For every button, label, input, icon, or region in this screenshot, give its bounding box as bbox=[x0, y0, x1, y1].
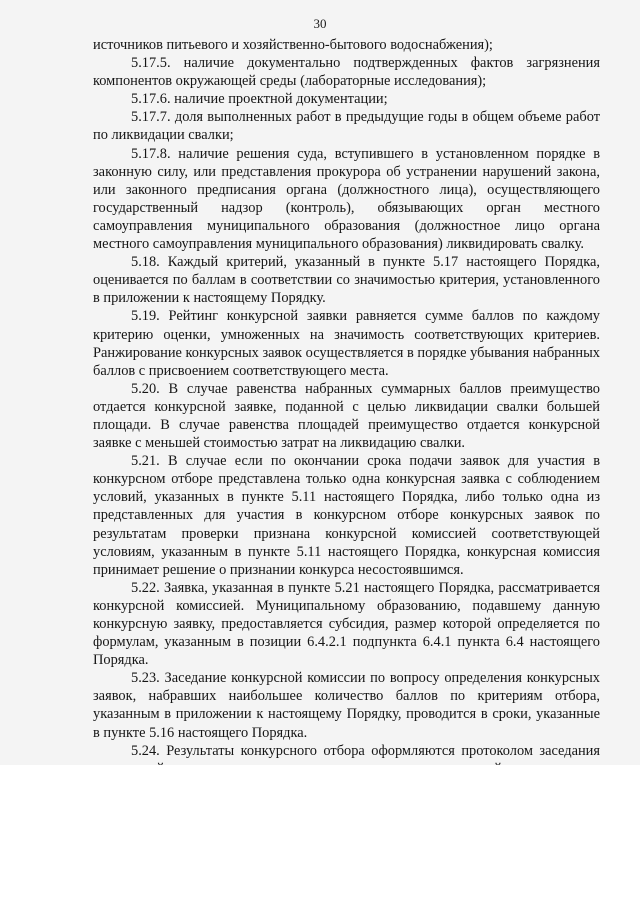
paragraph-5-17-7: 5.17.7. доля выполненных работ в предыдущие годы в общем объеме работ по ликвидации свалки; bbox=[93, 109, 600, 144]
paragraph-5-19: 5.19. Рейтинг конкурсной заявки равняется сумме баллов по каждому критерию оценки, умноженных на значимость соответствующих критериев. Ранжирование конкурсных заявок осуществляется в порядке убывания набранных баллов с присвоением соответствующего места. bbox=[93, 308, 600, 379]
paragraph-5-23: 5.23. Заседание конкурсной комиссии по вопросу определения конкурсных заявок, набравших наибольшее количество баллов по критериям отбора, указанным в приложении к настоящему Порядку, проводится в сроки, указанные в пункте 5.16 настоящего Порядка. bbox=[93, 670, 600, 741]
paragraph-5-17-5: 5.17.5. наличие документально подтвержденных фактов загрязнения компонентов окружающей среды (лабораторные исследования); bbox=[93, 55, 600, 90]
page-bottom-margin bbox=[0, 765, 640, 905]
paragraph-5-17-6: 5.17.6. наличие проектной документации; bbox=[131, 91, 388, 108]
paragraph-5-21: 5.21. В случае если по окончании срока подачи заявок для участия в конкурсном отборе представлена только одна конкурсная заявка с соблюдением условий, указанных в пункте 5.11 настоящего Порядка, либо только одна из представленных для участия в конкурсном отборе конкурсных заявок по результатам проверки признана конкурсной комиссией соответствующей условиям, указанным в пункте 5.11 настоящего Порядка, конкурсная комиссия принимает решение о признании конкурса несостоявшимся. bbox=[93, 453, 600, 578]
paragraph-5-24: 5.24. Результаты конкурсного отбора оформляются протоколом заседания bbox=[131, 742, 600, 759]
paragraph-5-17-8: 5.17.8. наличие решения суда, вступившего в установленном порядке в законную силу, или представления прокурора об устранении нарушений закона, или законного предписания органа (должностного лица), осуществляющего государственный надзор (контроль), обязывающих орган местного самоуправления муниципального образования (должностное лицо органа местного самоуправления муниципального образования) ликвидировать свалку. bbox=[93, 145, 600, 253]
document-body bbox=[93, 36, 600, 850]
paragraph-5-20: 5.20. В случае равенства набранных суммарных баллов преимущество отдается конкурсной заявке, поданной с целью ликвидации свалки большей площади. В случае равенства площадей преимущество отдается конкурсной заявке с меньшей стоимостью затрат на ликвидацию свалки. bbox=[93, 380, 600, 452]
paragraph-continuation: источников питьевого и хозяйственно-бытового водоснабжения); bbox=[93, 37, 493, 53]
paragraph-5-22: 5.22. Заявка, указанная в пункте 5.21 настоящего Порядка, рассматривается конкурсной комиссией. Муниципальному образованию, подавшему данную конкурсную заявку, предоставляется субсидия, размер которой определяется по формулам, указанным в позиции 6.4.2.1 подпункта 6.4.1 пункта 6.4 настоящего Порядка. bbox=[93, 579, 600, 669]
paragraph-5-18: 5.18. Каждый критерий, указанный в пункте 5.17 настоящего Порядка, оценивается по баллам в соответствии со значимостью критерия, установленного в приложении к настоящему Порядку. bbox=[93, 254, 600, 307]
page-number: 30 bbox=[313, 16, 327, 31]
